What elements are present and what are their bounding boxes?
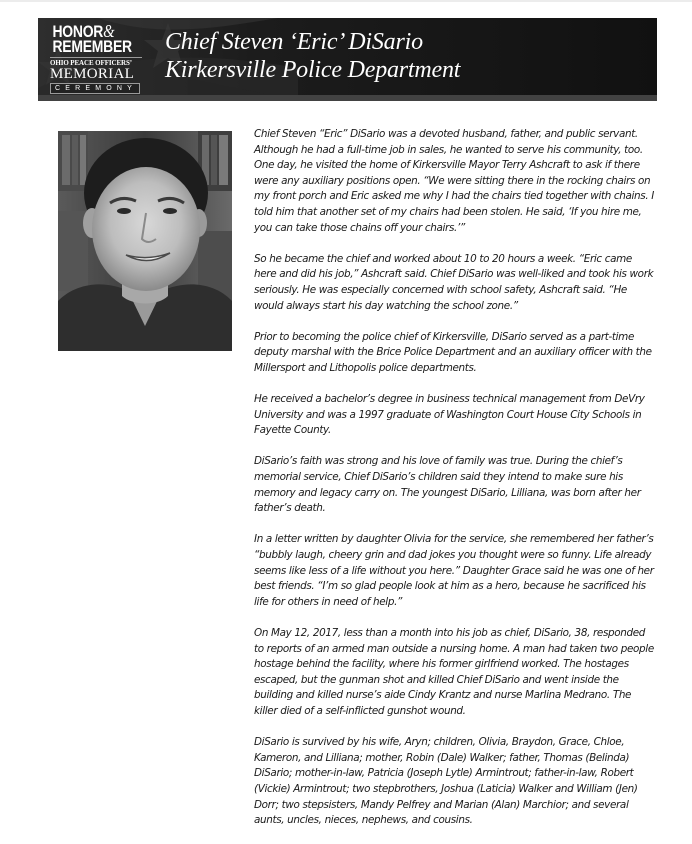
officer-portrait-photo xyxy=(58,131,232,351)
article-paragraph-intro: Chief Steven “Eric” DiSario was a devoted husband, father, and public servant. Although he had a full-time job in sales, he wanted to serve his community, too. One day, he visited the home of Kirkersville Mayor Terry Ashcraft to ask if there were any auxiliary positions open. “We were sitting there in the rocking chairs on my front porch and Eric asked me why I had the chairs tied together with chains. I told him that another set of my chairs had been stolen. He said, ‘If you hire me, you can take those chains off your chairs.’” xyxy=(254,128,654,234)
department-heading: Kirkersville Police Department xyxy=(165,57,461,83)
header-bottom-strip xyxy=(38,95,657,101)
article-paragraph-prior-service: Prior to becoming the police chief of Kirkersville, DiSario served as a part-time deputy marshal with the Brice Police Department and an auxiliary officer with the Millersport and Lithopolis police departments. xyxy=(254,330,652,374)
article-paragraph-incident: On May 12, 2017, less than a month into his job as chief, DiSario, 38, responded to reports of an armed man outside a nursing home. A man had taken two people hostage behind the facility, where his former girlfriend worked. The hostages escaped, but the gunman shot and killed Chief DiSario and went inside the building and killed nurse’s aide Cindy Krantz and nurse Marlina Medrano. The killer died of a self-inflicted gunshot wound. xyxy=(254,627,654,717)
portrait-illustration xyxy=(58,131,232,351)
logo-honor-text: HONOR& xyxy=(52,21,115,41)
page-header-banner xyxy=(38,18,657,101)
logo-remember-text: REMEMBER xyxy=(52,37,132,56)
officer-name-heading: Chief Steven ‘Eric’ DiSario xyxy=(165,29,423,55)
article-body xyxy=(254,127,654,844)
article-paragraph-faith-family: DiSario’s faith was strong and his love of family was true. During the chief’s memorial service, Chief DiSario’s children said they intend to make sure his memory and legacy carry on. The youngest DiSario, Lilliana, was born after her father’s death. xyxy=(254,455,641,515)
honor-remember-logo xyxy=(50,21,142,94)
article-paragraph-survivors: DiSario is survived by his wife, Aryn; children, Olivia, Braydon, Grace, Chloe, Kameron, and Lilliana; mother, Robin (Dale) Walker; father, Thomas (Belinda) DiSario; mother-in-law, Patricia (Joseph Lytle) Armintrout; father-in-law, Robert (Vickie) Armintrout; two stepbrothers, Joshua (Laticia) Walker and William (Jen) Dorr; two stepsisters, Mandy Pelfrey and Marian (Alan) Marchior; and several aunts, uncles, nieces, nephews, and cousins. xyxy=(254,736,638,827)
logo-memorial-text: MEMORIAL xyxy=(50,66,135,82)
top-divider xyxy=(0,0,692,2)
page-title xyxy=(165,28,460,84)
article-paragraph-education: He received a bachelor’s degree in business technical management from DeVry University and was a 1997 graduate of Washington Court House City Schools in Fayette County. xyxy=(254,393,645,437)
logo-ohio-peace-officers-text: OHIO PEACE OFFICERS’ xyxy=(50,57,142,68)
logo-ceremony-text: CEREMONY xyxy=(50,83,140,94)
article-paragraph-daughters-letter: In a letter written by daughter Olivia for the service, she remembered her father’s “bubbly laugh, cheery grin and dad jokes you thought were so funny. Life already seems like less of a life without you here.” Daughter Grace said he was one of her best friends. “I’m so glad people look at him as a hero, because he sacrificed his life for others in need of help.” xyxy=(254,533,654,608)
article-paragraph-chief-role: So he became the chief and worked about 10 to 20 hours a week. “Eric came here and did his job,” Ashcraft said. Chief DiSario was well-liked and took his work seriously. He was especially concerned with school safety, Ashcraft said. “He would always start his day watching the school zone.” xyxy=(254,252,654,312)
